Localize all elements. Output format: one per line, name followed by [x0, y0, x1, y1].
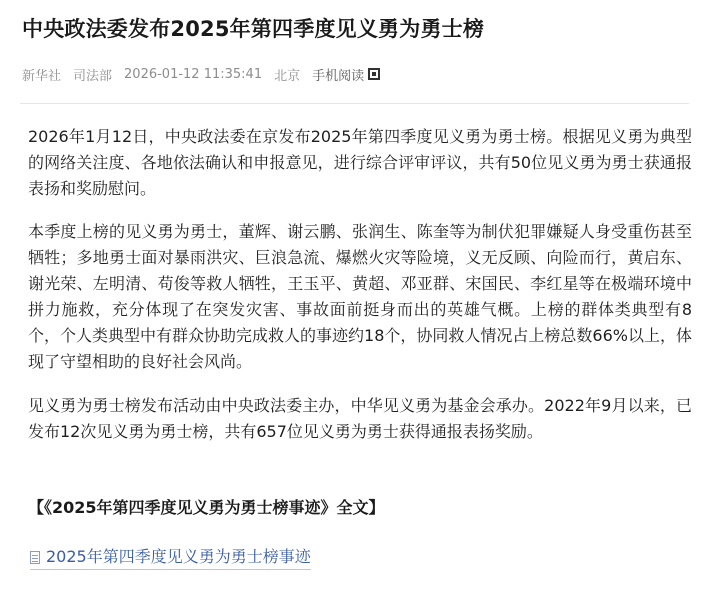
header-divider [20, 103, 689, 104]
paragraph-1: 2026年1月12日，中央政法委在京发布2025年第四季度见义勇为勇士榜。根据见义勇为典型的网络关注度、各地依法确认和申报意见，进行综合评审评议，共有50位见义勇为勇士获通报表扬和奖励慰问。 [28, 127, 692, 198]
attachment-link[interactable] [30, 545, 311, 570]
location-label: 北京 [274, 68, 301, 84]
paragraph-2: 本季度上榜的见义勇为勇士，董辉、谢云鹏、张润生、陈奎等为制伏犯罪嫌疑人身受重伤甚至牺牲；多地勇士面对暴雨洪灾、巨浪急流、爆燃火灾等险境，义无反顾、向险而行，黄启东、谢光荣、左明清、苟俊等救人牺牲，王玉平、黄超、邓亚群、宋国民、李红星等在极端环境中拼力施救，充分体现了在突发灾害、事故面前挺身而出的英雄气概。上榜的群体类典型有8个，个人类典型中有群众协助完成救人的事迹约18个，协同救人情况占上榜总数66%以上，体现了守望相助的良好社会风尚。 [28, 222, 692, 371]
attachment-link-label[interactable]: 2025年第四季度见义勇为勇士榜事迹 [46, 547, 311, 566]
article-body [28, 124, 692, 462]
department-label: 司法部 [73, 68, 113, 84]
article-meta [22, 64, 380, 84]
fulltext-heading: 【《2025年第四季度见义勇为勇士榜事迹》全文】 [28, 498, 385, 517]
source-label: 新华社 [22, 68, 62, 84]
publish-datetime: 2026-01-12 11:35:41 [124, 66, 263, 82]
document-icon [30, 551, 40, 564]
paragraph-3: 见义勇为勇士榜发布活动由中央政法委主办，中华见义勇为基金会承办。2022年9月以来，已发布12次见义勇为勇士榜，共有657位见义勇为勇士获得通报表扬奖励。 [28, 396, 692, 441]
mobile-read-link[interactable]: 手机阅读 [312, 68, 365, 84]
qr-code-icon[interactable] [368, 68, 380, 80]
article-title: 中央政法委发布2025年第四季度见义勇为勇士榜 [22, 17, 485, 41]
